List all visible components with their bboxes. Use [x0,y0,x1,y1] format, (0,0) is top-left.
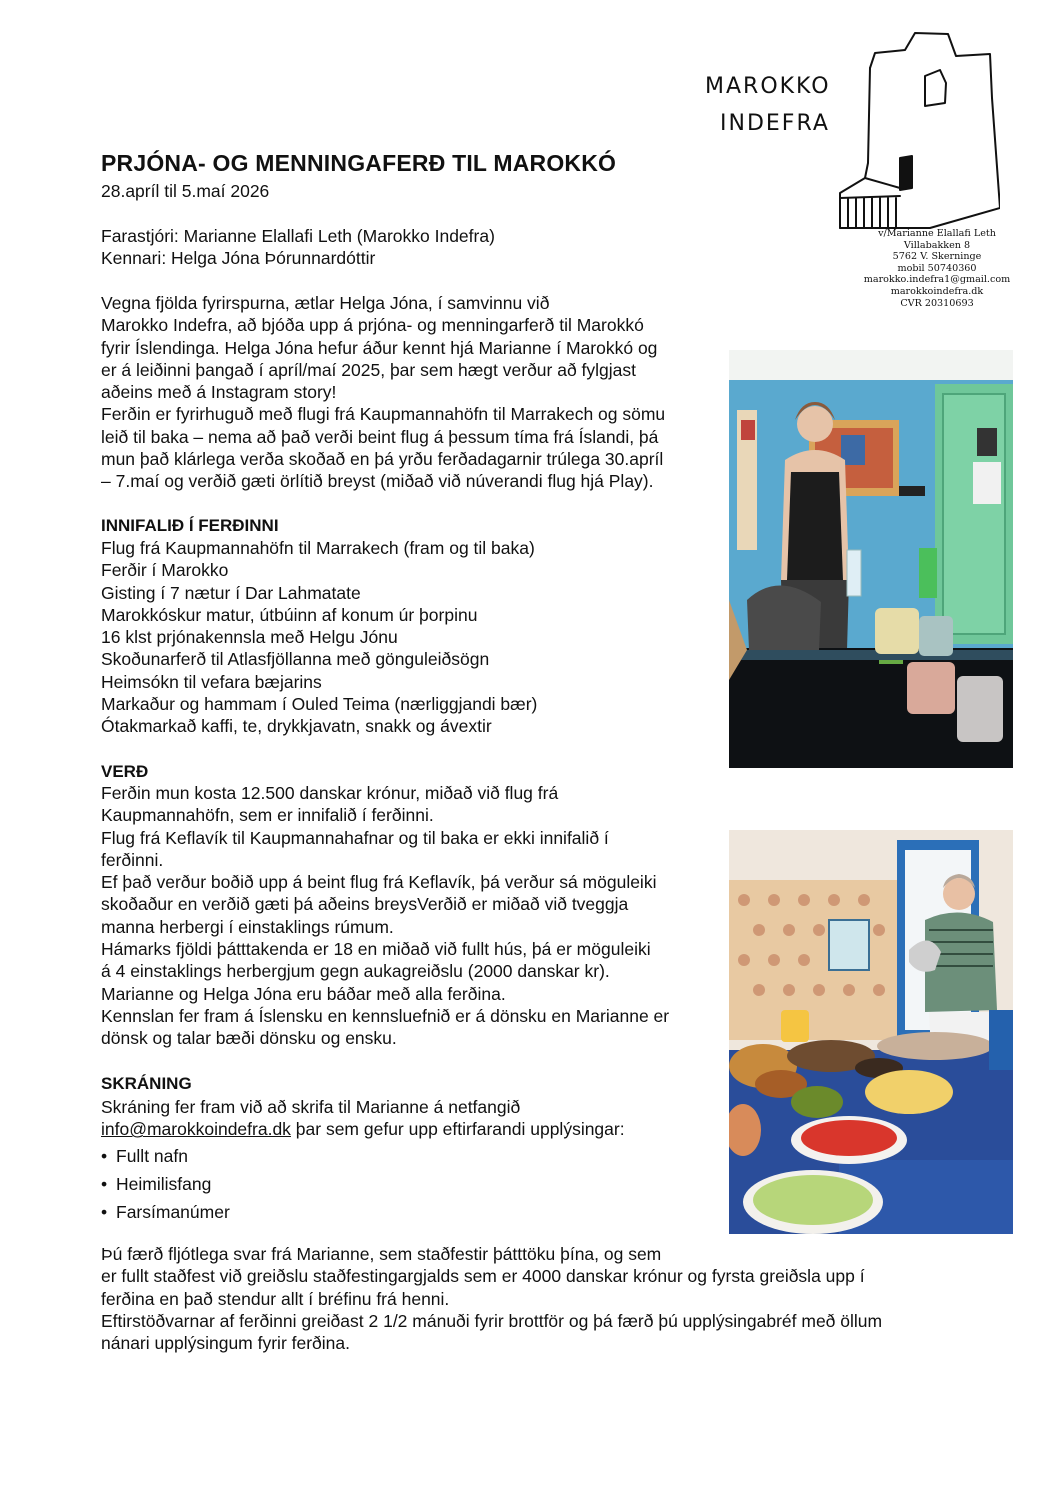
guide-line: Farastjóri: Marianne Elallafi Leth (Marokko Indefra) [101,226,495,246]
registration-line-2 [101,1118,625,1140]
intro-line: Marokko Indefra, að bjóða upp á prjóna- og menningarferð til Marokkó [101,315,644,336]
price-line: dönsk og talar bæði dönsku og ensku. [101,1028,397,1049]
intro-line: leið til baka – nema að það verði beint flug á þessum tíma frá Íslandi, þá [101,426,659,447]
intro-line: Vegna fjölda fyrirspurna, ætlar Helga Jóna, í samvinnu við [101,293,550,313]
contact-line: v/Marianne Elallafi Leth [878,228,996,239]
contact-line: CVR 20310693 [900,297,974,309]
registration-bullets [101,1142,230,1226]
intro-line: Ferðin er fyrirhuguð með flugi frá Kaupmannahöfn til Marrakech og sömu [101,404,666,425]
price-line: Flug frá Keflavík til Kaupmannahafnar og til baka er ekki innifalið í [101,827,609,848]
registration-heading: SKRÁNING [101,1074,192,1093]
price-line: manna herbergi í einstaklings rúmum. [101,916,394,937]
included-list [101,537,537,738]
marokko-indefra-logo [700,28,1000,233]
intro-line: aðeins með á Instagram story! [101,382,337,403]
kitchen-food-image-icon [729,830,1013,1234]
included-heading: INNIFALIÐ Í FERÐINNI [101,516,279,535]
price-line: Ef það verður boðið upp á beint flug frá Keflavík, þá verður sá möguleiki [101,872,657,893]
closing-line: Eftirstöðvarnar af ferðinni greiðast 2 1/2 mánuði fyrir brottför og þá færð þú upplýsingabréf með öllum [101,1310,883,1331]
price-line: Hámarks fjöldi þátttakenda er 18 en miðað við fullt hús, þá er möguleiki [101,939,651,960]
registration-paragraph [101,1096,625,1141]
closing-paragraph [101,1243,882,1354]
logo-line1: MAROKKO [705,74,831,99]
logo-line2: INDEFRA [720,111,830,136]
closing-line: nánari upplýsingum fyrir ferðina. [101,1333,351,1354]
price-line: á 4 einstaklings herbergjum gegn aukagreiðslu (2000 danskar kr). [101,961,610,982]
price-line: Marianne og Helga Jóna eru báðar með alla ferðina. [101,983,506,1004]
email-link[interactable]: info@marokkoindefra.dk [101,1119,291,1140]
house-sketch-icon [700,28,1000,233]
price-line: Kaupmannahöfn, sem er innifalið í ferðinni. [101,805,434,826]
intro-line: – 7.maí og verðið gæti örlítið breyst (miðað við núverandi flug hjá Play). [101,471,654,492]
list-item: Gisting í 7 nætur í Dar Lahmatate [101,582,361,603]
contact-line: 5762 V. Skerninge [892,251,982,263]
intro-line: fyrir Íslendinga. Helga Jóna hefur áður kennt hjá Marianne í Marokkó og [101,337,658,358]
trip-dates: 28.apríl til 5.maí 2026 [101,181,270,201]
list-item: Markaður og hammam í Ouled Teima (nærliggjandi bær) [101,694,538,715]
list-item: Marokkóskur matur, útbúinn af konum úr þorpinu [101,604,478,625]
price-line: skoðaður en verðið gæti þá aðeins breysVerðið er miðað við tveggja [101,894,629,915]
list-item: • Heimilisfang [101,1170,230,1198]
price-line: Kennslan fer fram á Íslensku en kennsluefnið er á dönsku en Marianne er [101,1005,670,1026]
list-item: Ótakmarkað kaffi, te, drykkjavatn, snakk og ávextir [101,716,492,737]
intro-paragraph [101,292,665,493]
kitchen-food-photo [729,830,1013,1234]
intro-line: mun það klárlega verða skoðað en þá yrðu ferðadagarnir trúlega 30.apríl [101,449,664,470]
price-line: ferðinni. [101,849,164,870]
list-item: 16 klst prjónakennsla með Helgu Jónu [101,627,398,648]
closing-line: Þú færð fljótlega svar frá Marianne, sem staðfestir þátttöku þína, og sem [101,1244,662,1264]
registration-line: Skráning fer fram við að skrifa til Marianne á netfangið [101,1097,521,1117]
closing-line: ferðina en það stendur allt í bréfinu frá henni. [101,1288,450,1309]
contact-line: mobil 50740360 [897,262,977,274]
list-item: • Farsímanúmer [101,1198,230,1226]
list-item: • Fullt nafn [101,1142,230,1170]
page-title: PRJÓNA- OG MENNINGAFERÐ TIL MAROKKÓ [101,150,617,176]
list-item: Skoðunarferð til Atlasfjöllanna með gönguleiðsögn [101,649,490,670]
price-paragraph [101,782,669,1050]
price-heading: VERÐ [101,762,149,781]
registration-line-rest: þar sem gefur upp eftirfarandi upplýsingar: [290,1119,625,1140]
list-item: Flug frá Kaupmannahöfn til Marrakech (fram og til baka) [101,538,535,558]
contact-line: marokkoindefra.dk [890,285,984,297]
intro-line: er á leiðinni þangað í apríl/maí 2025, þar sem hægt verður að fylgjast [101,359,637,380]
contact-line: Villabakken 8 [903,239,971,251]
price-line: Ferðin mun kosta 12.500 danskar krónur, miðað við flug frá [101,783,559,803]
list-item: Ferðir í Marokko [101,560,229,581]
knitting-class-image-icon [729,350,1013,768]
closing-line: er fullt staðfest við greiðslu staðfestingargjalds sem er 4000 danskar krónur og fyrsta greiðsla upp í [101,1266,865,1287]
teacher-line: Kennari: Helga Jóna Þórunnardóttir [101,248,376,268]
contact-block [842,228,1032,309]
contact-line: marokko.indefra1@gmail.com [863,274,1011,286]
knitting-class-photo [729,350,1013,768]
list-item: Heimsókn til vefara bæjarins [101,671,322,692]
